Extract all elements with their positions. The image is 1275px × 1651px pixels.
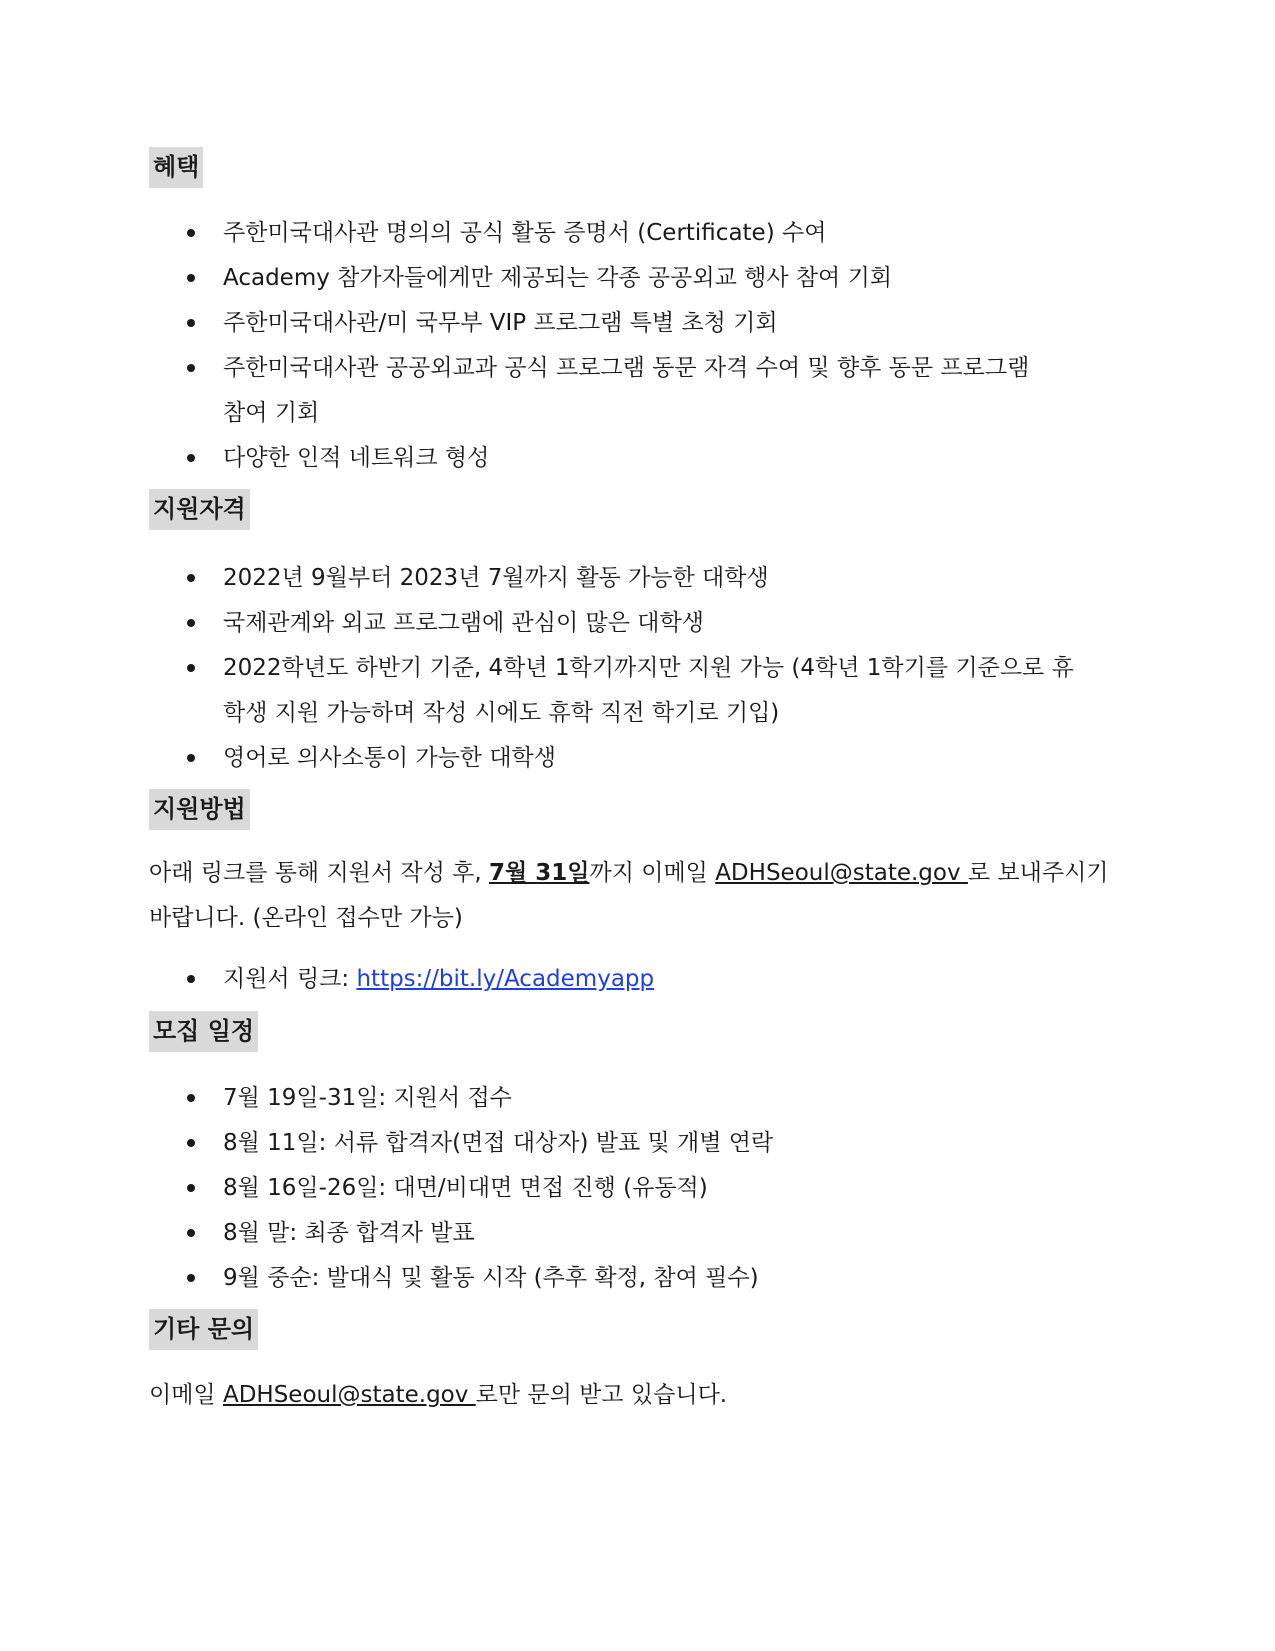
benefit-item: 주한미국대사관 공공외교과 공식 프로그램 동문 자격 수여 및 향후 동문 프로그램 [223, 355, 1030, 381]
application-link-label: 지원서 링크: [223, 966, 357, 992]
bullet-icon [187, 664, 195, 672]
bullet-icon [187, 454, 195, 462]
benefit-item: 다양한 인적 네트워크 형성 [223, 445, 490, 471]
application-link[interactable]: https://bit.ly/Academyapp [356, 966, 655, 992]
contact-text-post: 로만 문의 받고 있습니다. [475, 1382, 728, 1408]
benefit-item: 주한미국대사관 명의의 공식 활동 증명서 (Certificate) 수여 [223, 220, 827, 246]
eligibility-item-continuation: 학생 지원 가능하며 작성 시에도 휴학 직전 학기로 기입) [223, 700, 780, 726]
contact-text [149, 1372, 727, 1418]
schedule-item: 8월 말: 최종 합격자 발표 [223, 1220, 475, 1246]
eligibility-item: 영어로 의사소통이 가능한 대학생 [223, 745, 556, 771]
bullet-icon [187, 619, 195, 627]
benefit-item-continuation: 참여 기회 [223, 400, 320, 426]
bullet-icon [187, 274, 195, 282]
schedule-item: 8월 11일: 서류 합격자(면접 대상자) 발표 및 개별 연락 [223, 1130, 774, 1156]
apply-text-post: 로 보내주시기 [967, 860, 1109, 886]
contact-text-pre: 이메일 [149, 1382, 223, 1408]
eligibility-item: 국제관계와 외교 프로그램에 관심이 많은 대학생 [223, 610, 704, 636]
bullet-icon [187, 754, 195, 762]
schedule-item: 8월 16일-26일: 대면/비대면 면접 진행 (유동적) [223, 1175, 708, 1201]
contact-email-link[interactable]: ADHSeoul@state.gov [222, 1382, 476, 1408]
benefit-item: 주한미국대사관/미 국무부 VIP 프로그램 특별 초청 기회 [223, 310, 778, 336]
bullet-icon [187, 319, 195, 327]
contact-heading: 기타 문의 [149, 1309, 258, 1350]
apply-text-mid: 까지 이메일 [589, 860, 716, 886]
application-link-item [223, 956, 654, 1002]
bullet-icon [187, 1094, 195, 1102]
eligibility-item: 2022년 9월부터 2023년 7월까지 활동 가능한 대학생 [223, 565, 769, 591]
apply-heading: 지원방법 [149, 789, 250, 830]
bullet-icon [187, 574, 195, 582]
eligibility-heading: 지원자격 [149, 489, 250, 530]
apply-text-pre: 아래 링크를 통해 지원서 작성 후, [149, 860, 490, 886]
apply-instruction-continuation: 바랍니다. (온라인 접수만 가능) [149, 905, 463, 931]
deadline-date: 7월 31일 [489, 860, 590, 886]
bullet-icon [187, 364, 195, 372]
eligibility-item: 2022학년도 하반기 기준, 4학년 1학기까지만 지원 가능 (4학년 1학기를 기준으로 휴 [223, 655, 1074, 681]
bullet-icon [187, 1229, 195, 1237]
bullet-icon [187, 975, 195, 983]
bullet-icon [187, 1274, 195, 1282]
bullet-icon [187, 229, 195, 237]
schedule-item: 9월 중순: 발대식 및 활동 시작 (추후 확정, 참여 필수) [223, 1265, 759, 1291]
apply-instruction [149, 850, 1109, 896]
schedule-item: 7월 19일-31일: 지원서 접수 [223, 1085, 512, 1111]
benefit-item: Academy 참가자들에게만 제공되는 각종 공공외교 행사 참여 기회 [223, 265, 893, 291]
contact-email-link[interactable]: ADHSeoul@state.gov [715, 860, 968, 886]
bullet-icon [187, 1184, 195, 1192]
benefits-heading: 혜택 [149, 147, 203, 188]
bullet-icon [187, 1139, 195, 1147]
schedule-heading: 모집 일정 [149, 1011, 258, 1052]
